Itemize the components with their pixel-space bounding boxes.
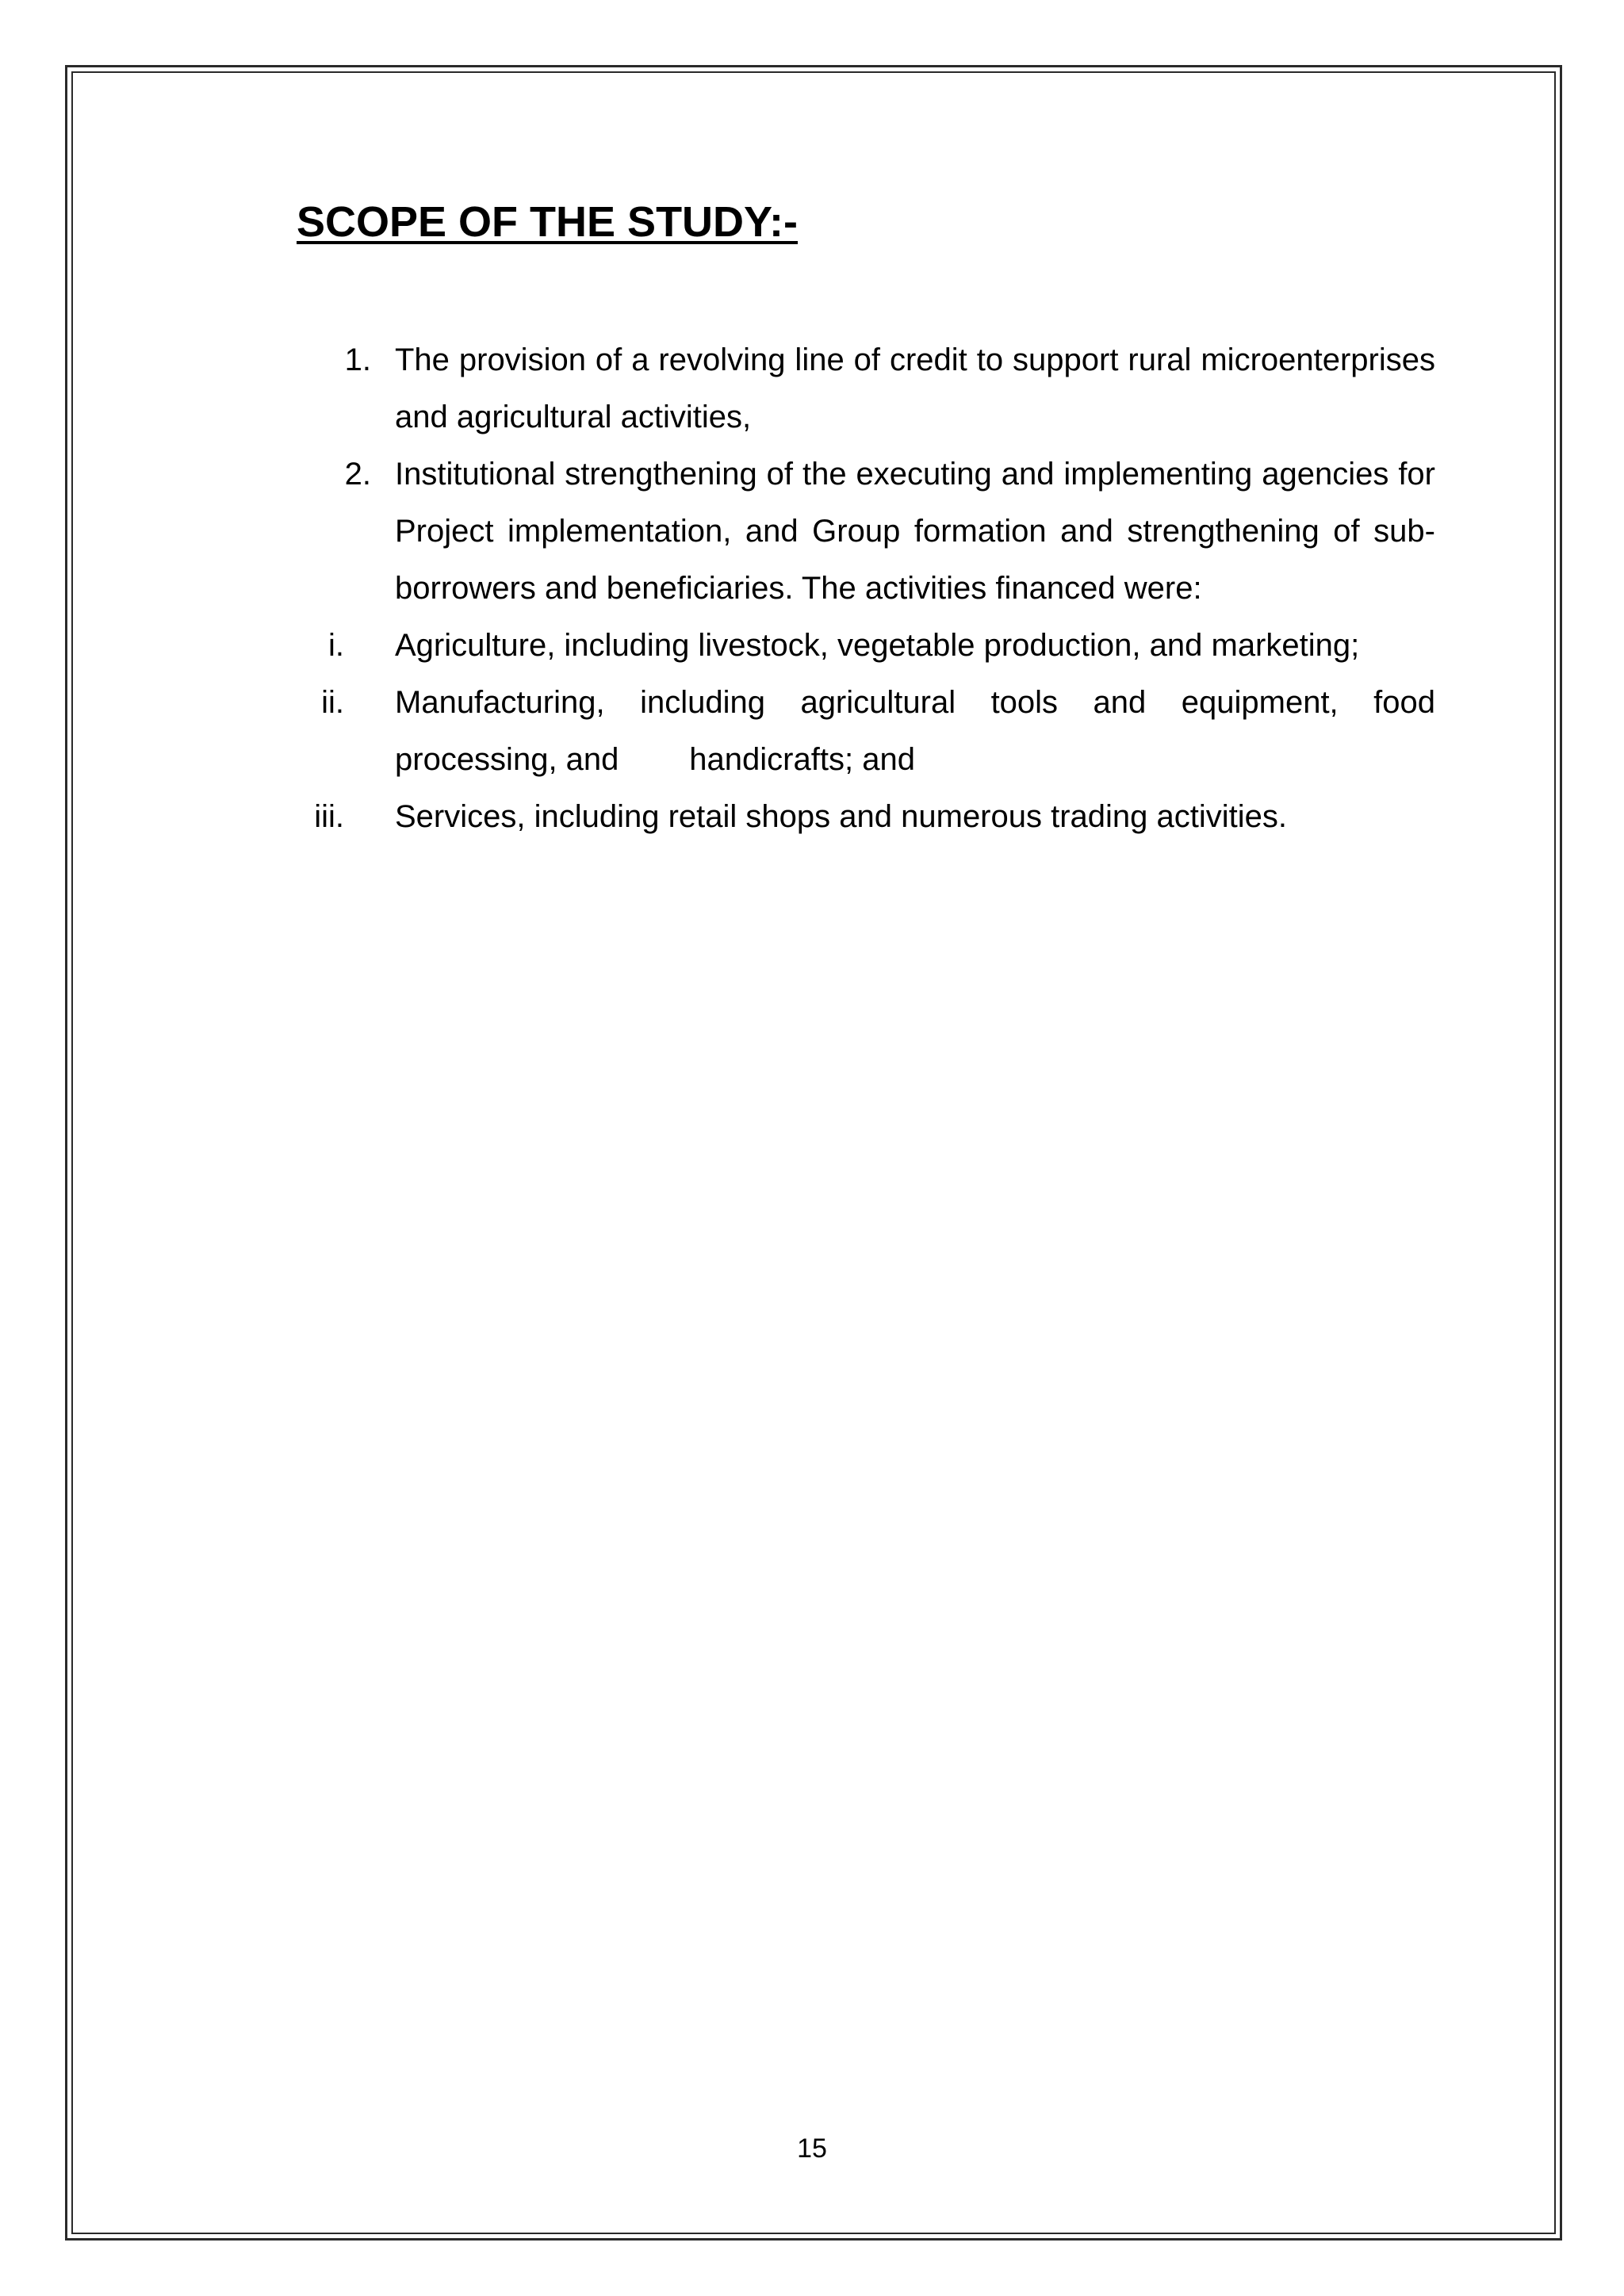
section-heading: SCOPE OF THE STUDY:- (297, 198, 799, 246)
list-item-numeral: i. (328, 628, 344, 663)
list-item-number: 1. (344, 342, 371, 377)
page-number: 15 (797, 2133, 827, 2164)
list-item-text: Manufacturing, including agricultural tools and equipment, food processing, and handicrafts; and (395, 685, 1445, 777)
list-item-text: The provision of a revolving line of credit to support rural microenterprises and agricultural activities, (395, 342, 1435, 434)
list-item-numeral: ii. (321, 685, 344, 720)
list-item-text: Services, including retail shops and numerous trading activities. (395, 799, 1288, 834)
list-item-number: 2. (344, 457, 371, 492)
list-item-text: Institutional strengthening of the executing and implementing agencies for Project implementation, and Group formation and strengthening of sub-borrowers and beneficiaries. The activities financed were: (395, 457, 1435, 606)
list-item-numeral: iii. (314, 799, 344, 834)
list-item-text: Agriculture, including livestock, vegetable production, and marketing; (395, 628, 1360, 663)
